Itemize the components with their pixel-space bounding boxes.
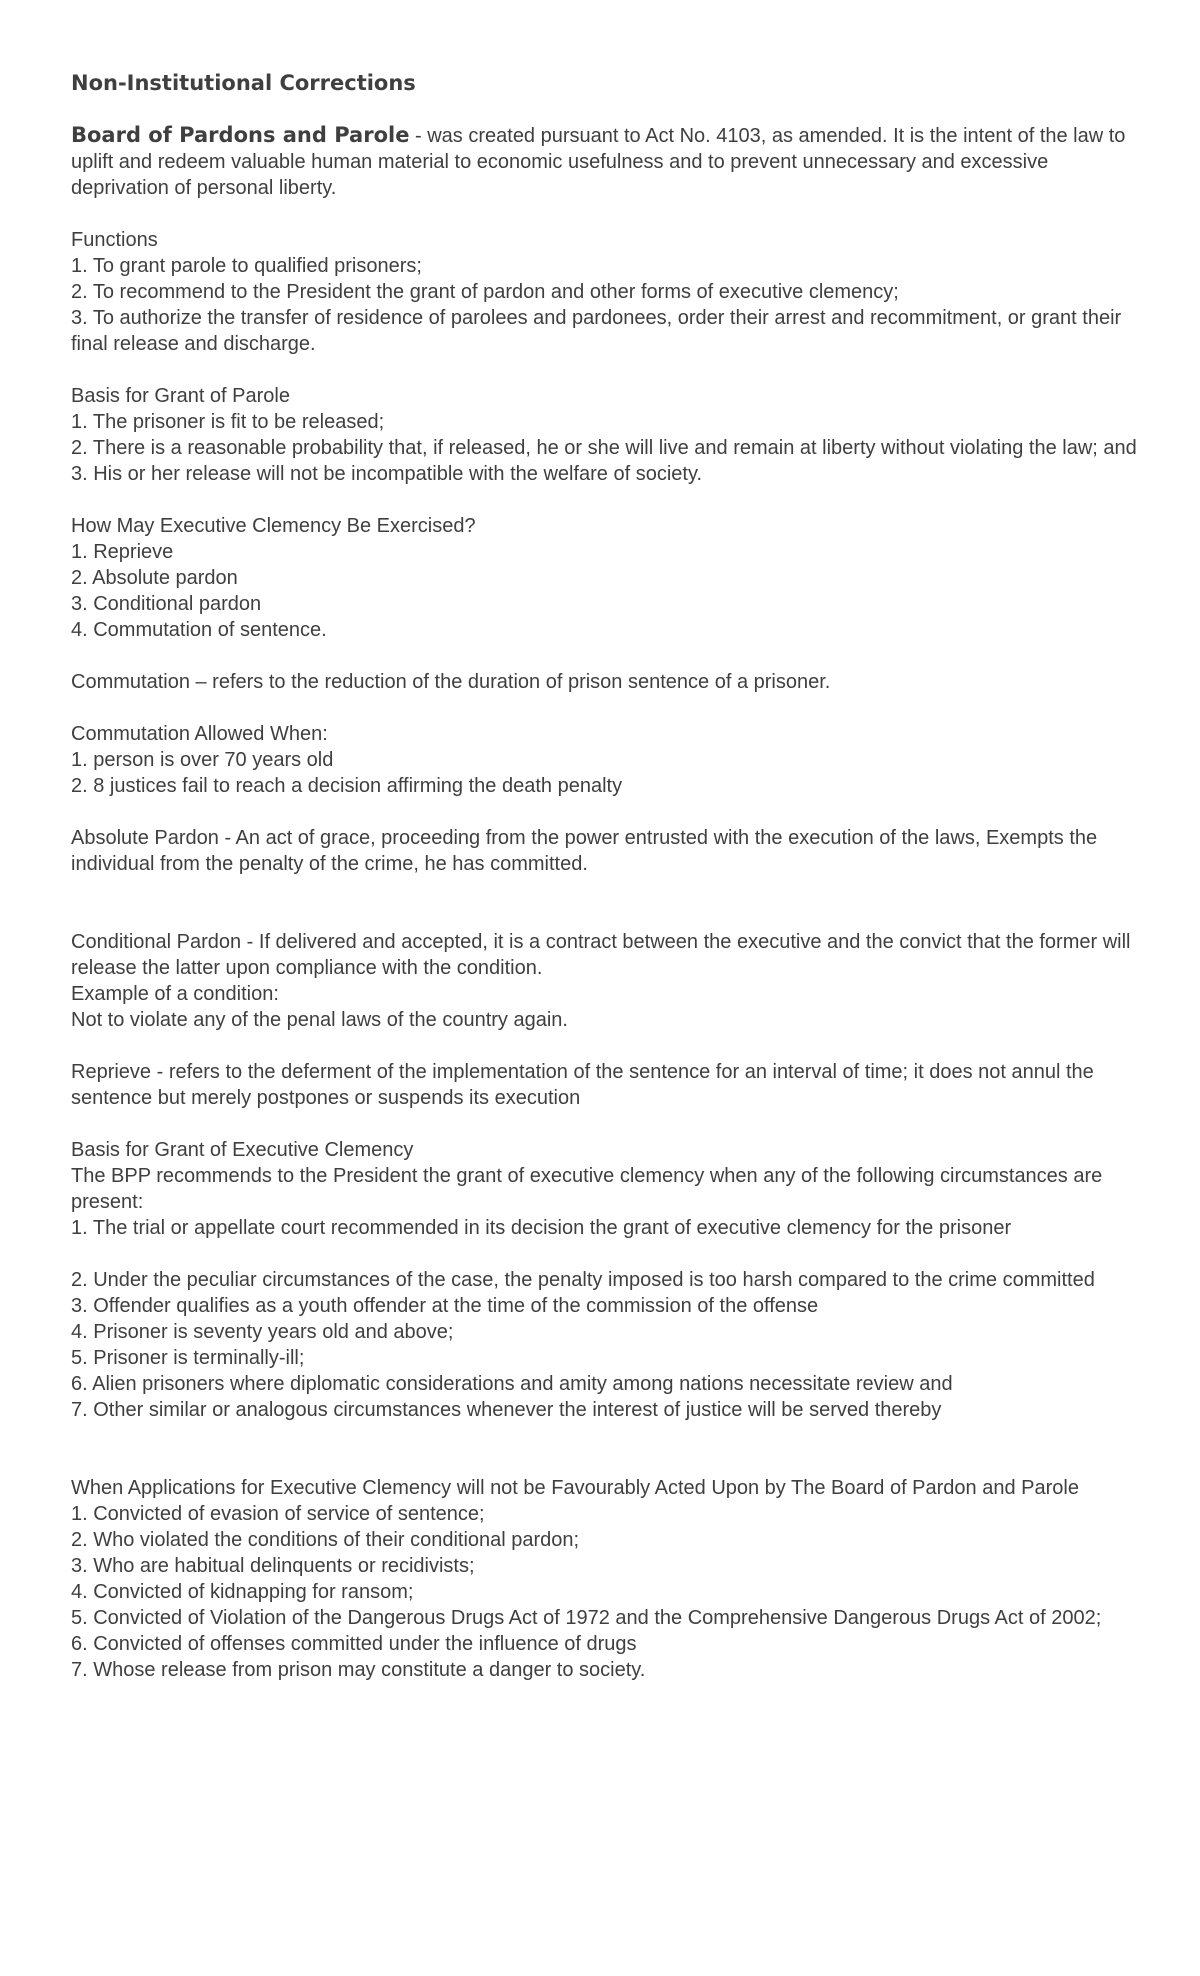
- example-text: Not to violate any of the penal laws of the country again.: [71, 1009, 568, 1031]
- list-item: 1. To grant parole to qualified prisoners;: [71, 255, 422, 277]
- list-item: 4. Convicted of kidnapping for ransom;: [71, 1581, 414, 1603]
- clemency-basis-heading: Basis for Grant of Executive Clemency: [71, 1139, 414, 1161]
- clemency-exercise-heading: How May Executive Clemency Be Exercised?: [71, 515, 476, 537]
- intro-paragraph: [71, 122, 1141, 201]
- list-item: 2. 8 justices fail to reach a decision affirming the death penalty: [71, 775, 623, 797]
- intro-term: Board of Pardons and Parole: [71, 123, 410, 147]
- list-item: 3. Who are habitual delinquents or recidivists;: [71, 1555, 475, 1577]
- list-item: 2. Absolute pardon: [71, 567, 238, 589]
- functions-section: [71, 227, 1141, 357]
- list-item: 3. His or her release will not be incompatible with the welfare of society.: [71, 463, 703, 485]
- list-item: 5. Convicted of Violation of the Dangerous Drugs Act of 1972 and the Comprehensive Dangerous Drugs Act of 2002;: [71, 1607, 1102, 1629]
- list-item: 6. Convicted of offenses committed under the influence of drugs: [71, 1633, 637, 1655]
- reprieve-paragraph: Reprieve - refers to the deferment of the implementation of the sentence for an interval of time; it does not annul the sentence but merely postpones or suspends its execution: [71, 1061, 1094, 1109]
- list-item: 7. Other similar or analogous circumstances whenever the interest of justice will be served thereby: [71, 1399, 942, 1421]
- list-item: 3. Offender qualifies as a youth offender at the time of the commission of the offense: [71, 1295, 819, 1317]
- list-item: 2. Under the peculiar circumstances of the case, the penalty imposed is too harsh compared to the crime committed: [71, 1269, 1095, 1291]
- clemency-exercise-section: [71, 513, 1141, 643]
- list-item: 1. The prisoner is fit to be released;: [71, 411, 385, 433]
- list-item: 3. Conditional pardon: [71, 593, 262, 615]
- commutation-allowed-section: [71, 721, 1141, 799]
- list-item: 1. The trial or appellate court recommended in its decision the grant of executive clemency for the prisoner: [71, 1217, 1012, 1239]
- document-title: Non-Institutional Corrections: [71, 71, 416, 95]
- list-item: 2. Who violated the conditions of their conditional pardon;: [71, 1529, 580, 1551]
- intro-text: - was created pursuant to Act No. 4103, as amended. It is the intent of the law to uplift and redeem valuable human material to economic usefulness and to prevent unnecessary and excessive deprivation of personal liberty.: [71, 125, 1126, 199]
- list-item: 2. There is a reasonable probability that, if released, he or she will live and remain at liberty without violating the law; and: [71, 437, 1137, 459]
- list-item: 4. Commutation of sentence.: [71, 619, 327, 641]
- list-item: 1. Reprieve: [71, 541, 174, 563]
- clemency-basis-section: [71, 1137, 1141, 1423]
- parole-basis-section: [71, 383, 1141, 487]
- list-item: 4. Prisoner is seventy years old and above;: [71, 1321, 454, 1343]
- not-favoured-section: [71, 1475, 1141, 1683]
- list-item: 3. To authorize the transfer of residence of parolees and pardonees, order their arrest and recommitment, or grant their final release and discharge.: [71, 307, 1122, 355]
- clemency-basis-intro: The BPP recommends to the President the grant of executive clemency when any of the following circumstances are present:: [71, 1165, 1103, 1213]
- document-page: [71, 70, 1141, 1683]
- list-item: 1. Convicted of evasion of service of sentence;: [71, 1503, 485, 1525]
- list-item: 7. Whose release from prison may constitute a danger to society.: [71, 1659, 646, 1681]
- list-item: 2. To recommend to the President the grant of pardon and other forms of executive clemency;: [71, 281, 899, 303]
- list-item: 6. Alien prisoners where diplomatic considerations and amity among nations necessitate review and: [71, 1373, 953, 1395]
- commutation-definition: Commutation – refers to the reduction of the duration of prison sentence of a prisoner.: [71, 671, 831, 693]
- functions-heading: Functions: [71, 229, 158, 251]
- conditional-pardon-section: [71, 929, 1141, 1033]
- list-item: 5. Prisoner is terminally-ill;: [71, 1347, 305, 1369]
- commutation-allowed-heading: Commutation Allowed When:: [71, 723, 328, 745]
- conditional-pardon-text: Conditional Pardon - If delivered and accepted, it is a contract between the executive and the convict that the former will release the latter upon compliance with the condition.: [71, 931, 1131, 979]
- parole-basis-heading: Basis for Grant of Parole: [71, 385, 290, 407]
- example-label: Example of a condition:: [71, 983, 279, 1005]
- not-favoured-heading: When Applications for Executive Clemency will not be Favourably Acted Upon by The Board of Pardon and Parole: [71, 1477, 1079, 1499]
- list-item: 1. person is over 70 years old: [71, 749, 334, 771]
- absolute-pardon-paragraph: Absolute Pardon - An act of grace, proceeding from the power entrusted with the execution of the laws, Exempts the individual from the penalty of the crime, he has committed.: [71, 827, 1098, 875]
